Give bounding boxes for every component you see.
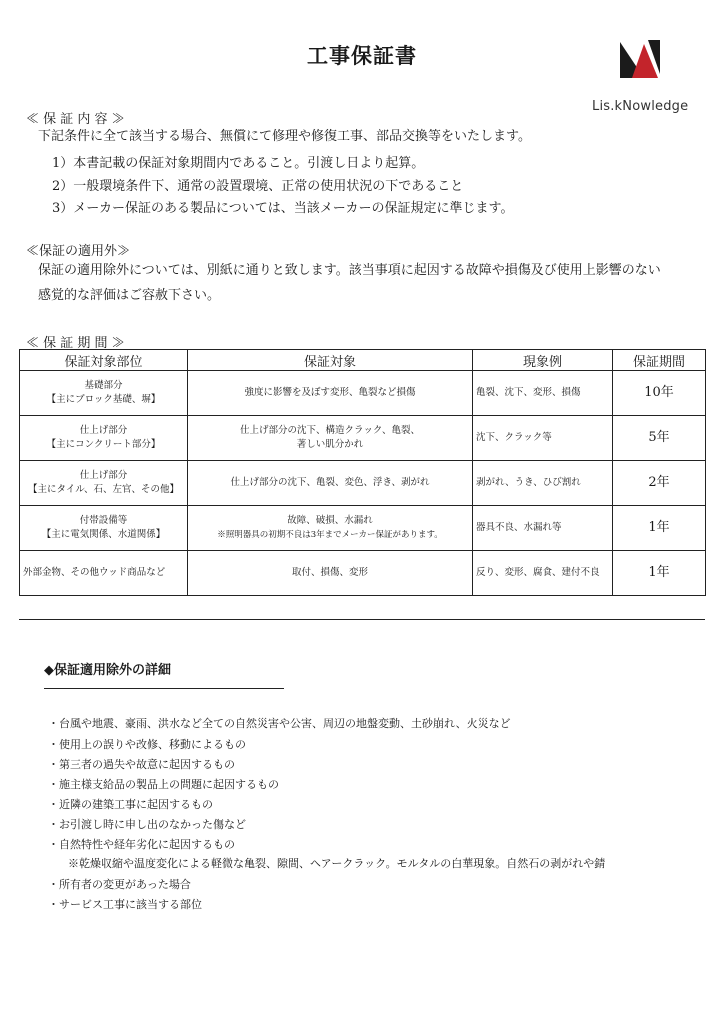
details-underline (44, 688, 284, 689)
cell-part (20, 461, 188, 506)
target-note: ※照明器具の初期不良は3年までメーカー保証があります。 (217, 530, 443, 540)
part-main: 外部金物、その他ウッド商品など (23, 567, 166, 578)
cell-part (20, 416, 188, 461)
section-divider (19, 619, 705, 620)
list-item: ・使用上の誤りや改修、移動によるもの (48, 738, 246, 751)
cell-period: 2年 (613, 461, 706, 506)
cell-period: 1年 (613, 551, 706, 596)
target-text: 仕上げ部分の沈下、亀裂、変色、浮き、剥がれ (230, 477, 430, 488)
cell-part (20, 371, 188, 416)
cell-target (188, 371, 473, 416)
cell-period: 5年 (613, 416, 706, 461)
cell-symptom: 沈下、クラック等 (473, 416, 613, 461)
details-title: ◆保証適用除外の詳細 (44, 663, 171, 678)
part-main: 仕上げ部分 (79, 470, 128, 481)
brand-name: Lis.kNowledge (592, 99, 689, 114)
list-item: ・お引渡し時に申し出のなかった傷など (48, 818, 246, 831)
list-item: ・近隣の建築工事に起因するもの (48, 798, 213, 811)
cell-target (188, 551, 473, 596)
target-text: 故障、破損、水漏れ (287, 515, 373, 526)
table-row (20, 461, 706, 506)
target-note: 著しい肌分かれ (296, 439, 364, 450)
cell-symptom: 器具不良、水漏れ等 (473, 506, 613, 551)
target-text: 強度に影響を及ぼす変形、亀裂など損傷 (244, 387, 416, 398)
brand-logo-icon (618, 38, 662, 80)
list-item: ・第三者の過失や故意に起因するもの (48, 758, 235, 771)
warranty-period-table (19, 349, 706, 596)
list-item: ・台風や地震、豪雨、洪水など全ての自然災害や公害、周辺の地盤変動、土砂崩れ、火災など (48, 717, 511, 730)
part-main: 付帯設備等 (79, 515, 128, 526)
coverage-item: 3）メーカー保証のある製品については、当該メーカーの保証規定に準じます。 (52, 201, 514, 216)
part-sub: 【主にタイル、石、左官、その他】 (27, 484, 180, 495)
cell-part (20, 551, 188, 596)
table-row (20, 506, 706, 551)
cell-part (20, 506, 188, 551)
list-item: ・自然特性や経年劣化に起因するもの (48, 838, 235, 851)
cell-period: 1年 (613, 506, 706, 551)
cell-target (188, 461, 473, 506)
cell-target (188, 416, 473, 461)
target-text: 仕上げ部分の沈下、構造クラック、亀裂、 (240, 425, 420, 436)
exclusion-heading: ≪保証の適用外≫ (26, 244, 131, 259)
part-sub: 【主に電気関係、水道関係】 (41, 529, 166, 540)
document-title: 工事保証書 (307, 43, 417, 68)
part-main: 仕上げ部分 (79, 425, 128, 436)
cell-period: 10年 (613, 371, 706, 416)
column-header: 保証対象部位 (20, 350, 188, 371)
exclusion-text-line: 感覚的な評価はご容赦下さい。 (38, 288, 221, 303)
column-header: 保証対象 (188, 350, 473, 371)
column-header: 現象例 (473, 350, 613, 371)
cell-symptom: 剥がれ、うき、ひび割れ (473, 461, 613, 506)
coverage-item: 1）本書記載の保証対象期間内であること。引渡し日より起算。 (52, 156, 425, 171)
column-header: 保証期間 (613, 350, 706, 371)
table-header-row (20, 350, 706, 371)
cell-target (188, 506, 473, 551)
cell-symptom: 反り、変形、腐食、建付不良 (473, 551, 613, 596)
coverage-intro: 下記条件に全て該当する場合、無償にて修理や修復工事、部品交換等をいたします。 (38, 129, 531, 144)
list-item: ・サービス工事に該当する部位 (48, 898, 202, 911)
list-item: ・施主様支給品の製品上の問題に起因するもの (48, 778, 279, 791)
coverage-heading: ≪ 保 証 内 容 ≫ (26, 112, 125, 127)
period-heading: ≪ 保 証 期 間 ≫ (26, 336, 125, 351)
part-sub: 【主にブロック基礎、塀】 (46, 394, 161, 405)
exclusion-text-line: 保証の適用除外については、別紙に通りと致します。該当事項に起因する故障や損傷及び使用上影響のない (38, 263, 661, 278)
part-sub: 【主にコンクリート部分】 (46, 439, 161, 450)
coverage-item: 2）一般環境条件下、通常の設置環境、正常の使用状況の下であること (52, 179, 464, 194)
part-main: 基礎部分 (84, 380, 123, 391)
table-row (20, 551, 706, 596)
list-item: ・所有者の変更があった場合 (48, 878, 191, 891)
target-text: 取付、損傷、変形 (291, 567, 368, 578)
list-item-note: ※乾燥収縮や温度変化による軽微な亀裂、隙間、ヘアークラック。モルタルの白華現象。自然石の剥がれや錆 (68, 857, 606, 870)
cell-symptom: 亀裂、沈下、変形、損傷 (473, 371, 613, 416)
table-row (20, 371, 706, 416)
table-row (20, 416, 706, 461)
